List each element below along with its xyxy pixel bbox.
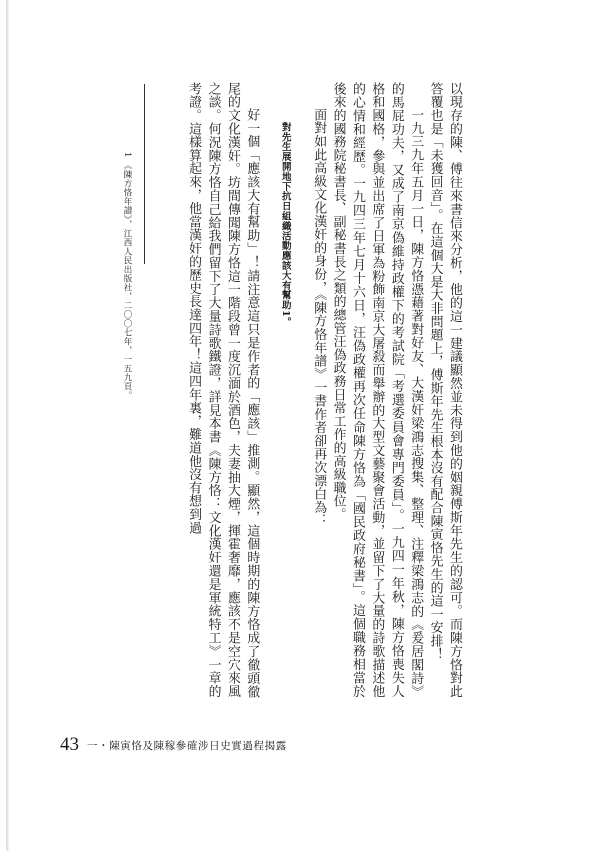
page-number: 43 [60, 734, 79, 755]
footnote: 1 《陳方恪年譜》，江西人民出版社，二〇〇七年，一五九頁。 [122, 152, 132, 400]
block-quote: 對先生展開地下抗日組織活動應該大有幫助1。 [279, 122, 291, 328]
page-footer [60, 734, 287, 756]
footnote-divider [144, 84, 145, 264]
running-chapter-title: 一・陳寅恪及陳稼參確涉日史實過程揭露 [87, 739, 287, 752]
paragraph-1: 以現存的陳、傅往來書信來分析，他的這一建議顯然並未得到他的姻親傅斯年先生的認可。而陳方恪對此答覆也是「未獲回音」。在這個大是大非問題上，傅斯年先生根本沒有配合陳寅恪先生的這一安排！ [427, 82, 462, 698]
paragraph-3: 面對如此高級文化漢奸的身份，《陳方恪年譜》一書作者卻再次漂白為： [311, 107, 327, 527]
paragraph-2: 一九三九年五月一日，陳方恪憑藉著對好友、大漢奸梁鴻志搜集、整理、注釋梁鴻志的《爰居閣詩》的馬屁功夫，又成了南京偽維持政權下的考試院「考選委員會專門委員」。一九四一年秋，陳方恪喪失人格和國格，參與並出席了日軍為粉飾南京大屠殺而舉辦的大型文藝聚會活動，並留下了大量的詩歌描述他的心情和經歷。一九四三年七月十六日，汪偽政權再次任命陳方恪為「國民政府秘書」。這個職務相當於後來的國務院秘書長、副秘書長之類的總管汪偽政務日常工作的高級職位。 [330, 82, 424, 698]
body-text [118, 82, 464, 698]
page-edge [6, 0, 9, 851]
paragraph-5: 好一個「應該大有幫助」！請注意這只是作者的「應該」推測。顯然，這個時期的陳方恪成了徹頭徹尾的文化漢奸。坊間傳聞陳方恪這一階段曾一度沉湎於酒色，夫妻抽大煙，揮霍奢靡，應該不是空穴來風之談。何況陳方恪自己給我們留下了大量詩歌鐵證，詳見本書《陳方恪：文化漢奸還是軍統特工》一章的考證。這樣算起來，他當漢奸的歷史長達四年！這四年裏，難道他沒有想到過 [186, 82, 260, 698]
